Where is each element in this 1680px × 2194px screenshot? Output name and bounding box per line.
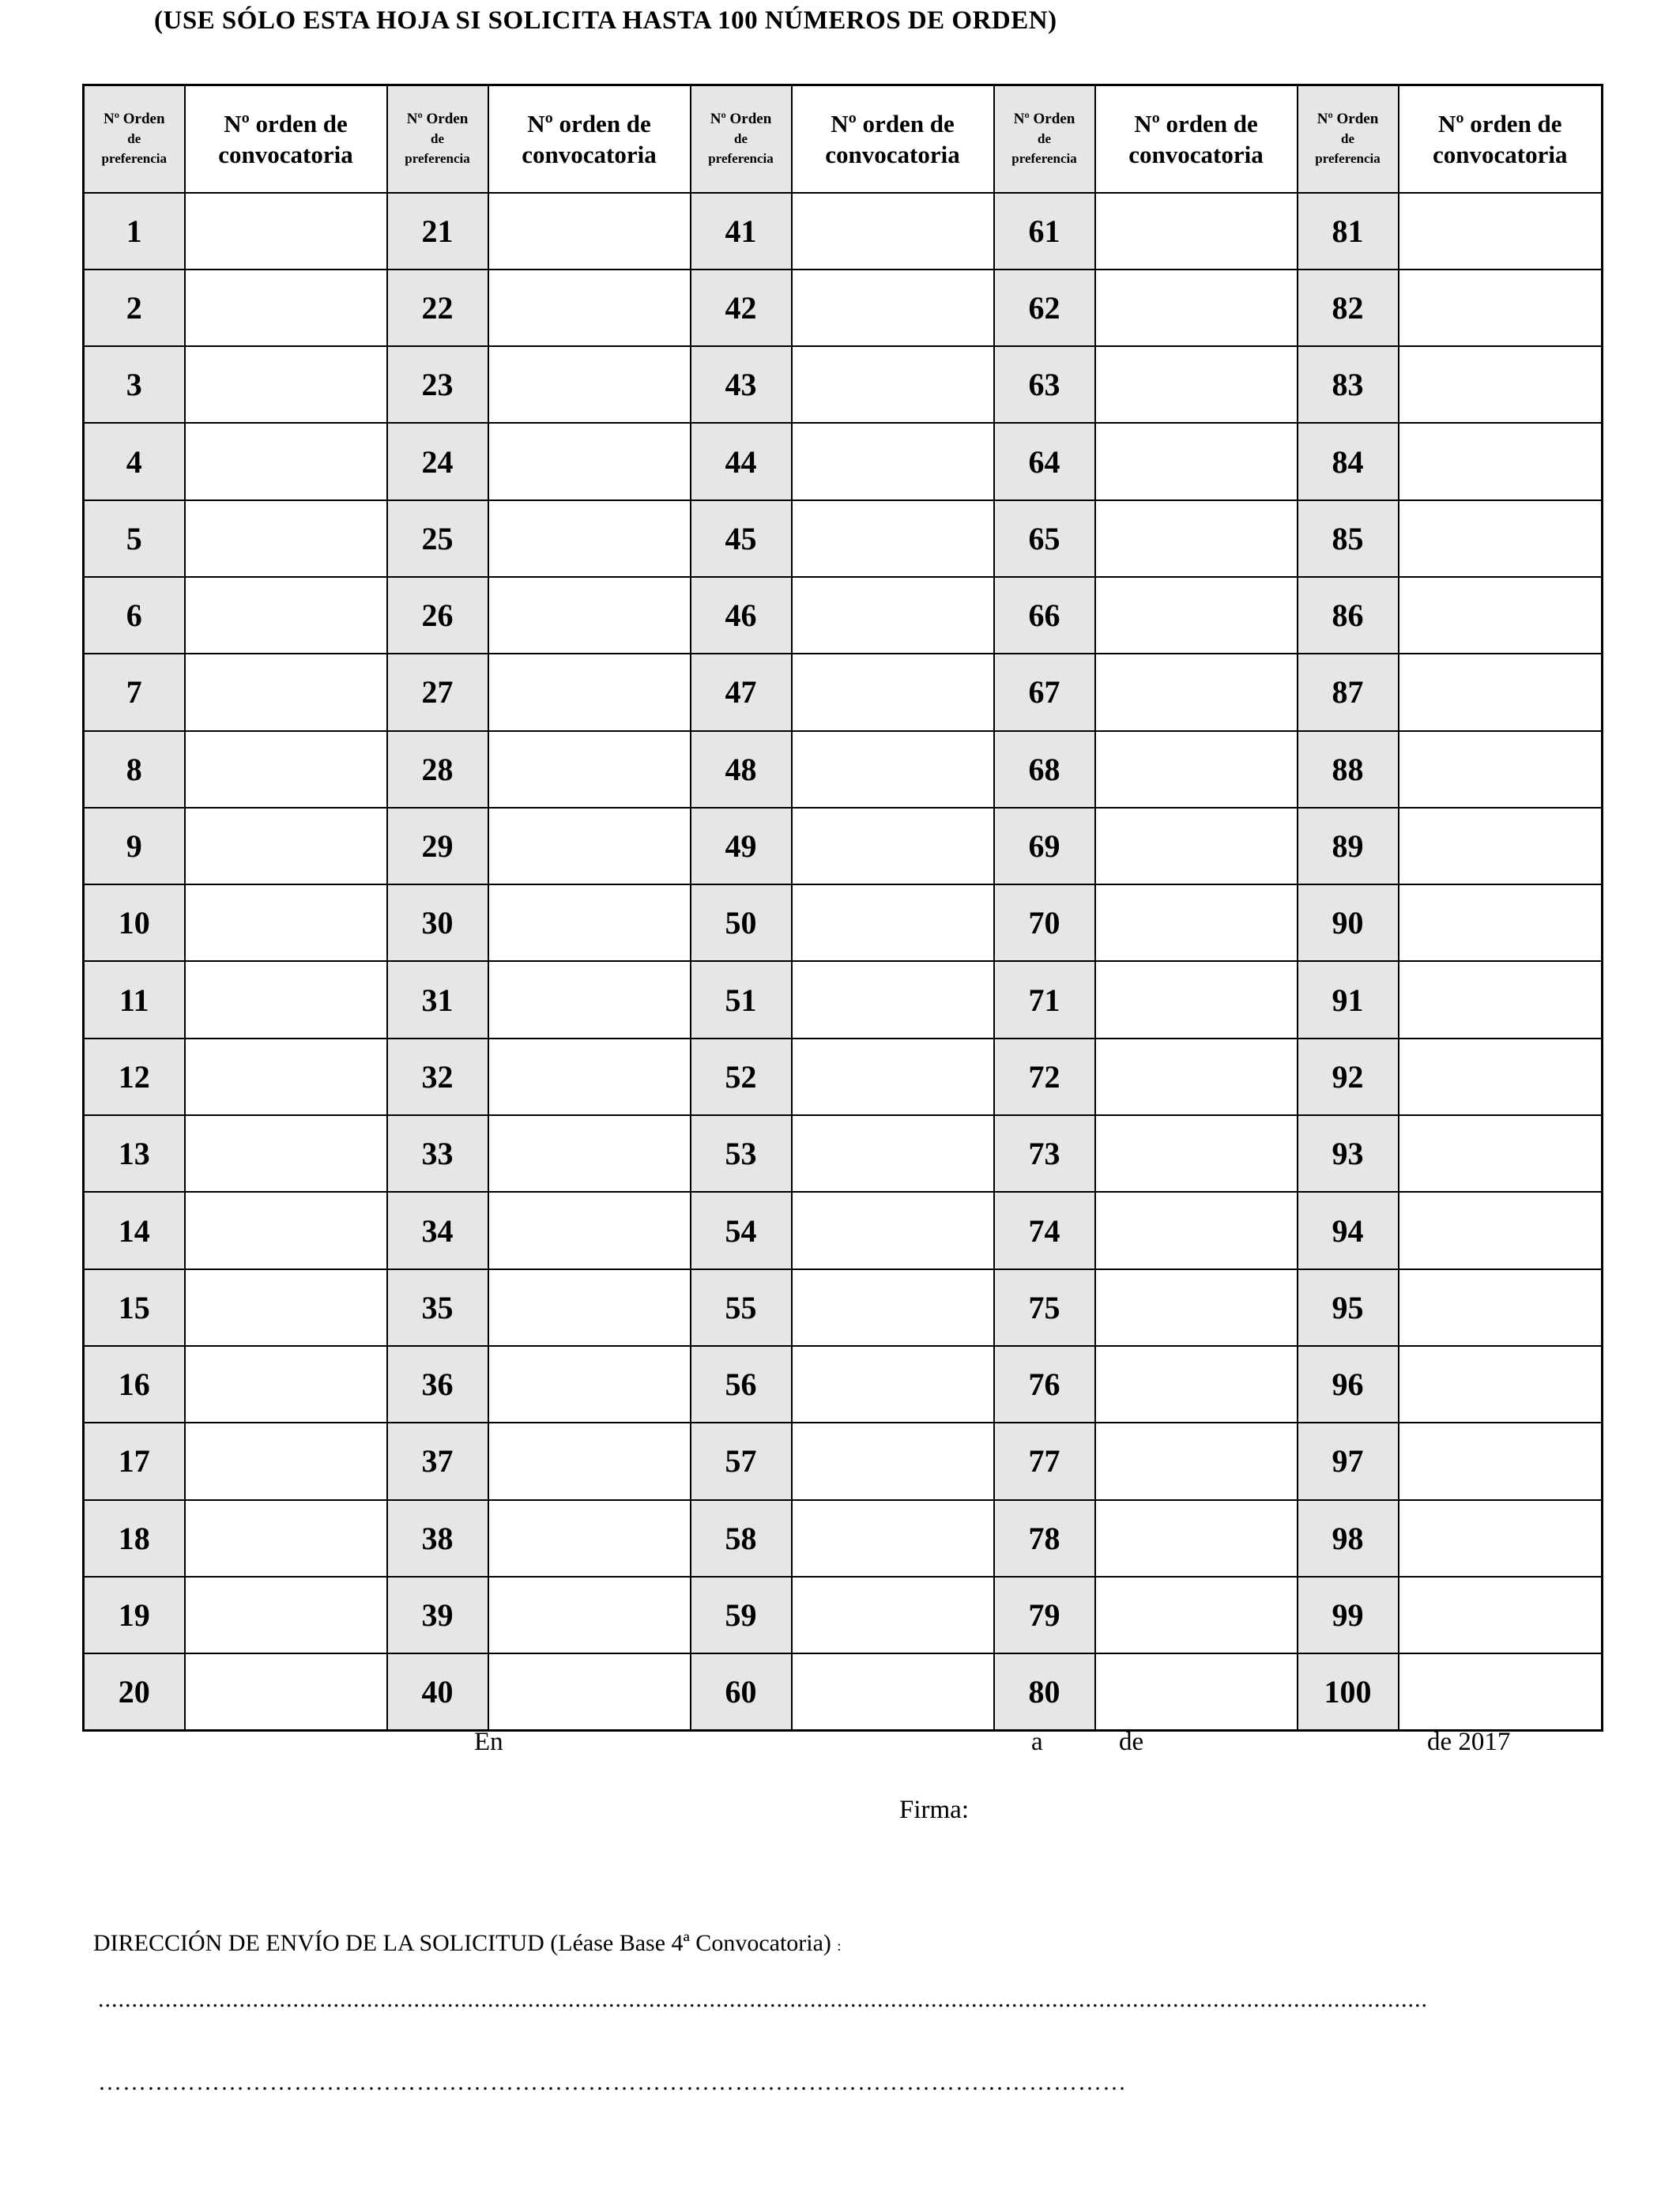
preference-number-cell: 91 (1298, 961, 1399, 1038)
preference-number-cell: 23 (387, 346, 488, 423)
preference-number-cell: 18 (84, 1500, 185, 1577)
convocatoria-entry-cell[interactable] (1399, 654, 1603, 730)
convocatoria-entry-cell[interactable] (185, 193, 387, 270)
convocatoria-entry-cell[interactable] (1399, 270, 1603, 346)
convocatoria-entry-cell[interactable] (792, 654, 994, 730)
preference-number-cell: 94 (1298, 1192, 1399, 1269)
convocatoria-entry-cell[interactable] (1095, 1269, 1298, 1346)
convocatoria-entry-cell[interactable] (488, 961, 691, 1038)
header-convocatoria-cell (185, 85, 387, 193)
table-row (84, 1346, 1603, 1423)
convocatoria-entry-cell[interactable] (792, 1653, 994, 1730)
preference-number-cell: 63 (994, 346, 1095, 423)
preference-number-cell: 42 (691, 270, 792, 346)
preference-number-cell: 25 (387, 500, 488, 577)
preference-number-cell: 7 (84, 654, 185, 730)
convocatoria-entry-cell[interactable] (185, 1115, 387, 1192)
convocatoria-entry-cell[interactable] (488, 423, 691, 499)
header-convocatoria-text: Nº orden de (831, 109, 955, 138)
convocatoria-entry-cell[interactable] (185, 1269, 387, 1346)
preference-number-cell: 67 (994, 654, 1095, 730)
address-heading (93, 1930, 841, 1957)
convocatoria-entry-cell[interactable] (792, 423, 994, 499)
convocatoria-entry-cell[interactable] (488, 1500, 691, 1577)
preference-number-cell: 13 (84, 1115, 185, 1192)
convocatoria-entry-cell[interactable] (488, 1577, 691, 1653)
convocatoria-entry-cell[interactable] (1095, 193, 1298, 270)
preference-number-cell: 10 (84, 884, 185, 961)
convocatoria-entry-cell[interactable] (185, 1577, 387, 1653)
convocatoria-entry-cell[interactable] (792, 1423, 994, 1499)
preference-number-cell: 38 (387, 1500, 488, 1577)
preference-number-cell: 90 (1298, 884, 1399, 961)
convocatoria-entry-cell[interactable] (792, 193, 994, 270)
preference-number-cell: 52 (691, 1039, 792, 1115)
preference-number-cell: 96 (1298, 1346, 1399, 1423)
preference-number-cell: 87 (1298, 654, 1399, 730)
header-preference-text: de (127, 131, 141, 147)
convocatoria-entry-cell[interactable] (792, 577, 994, 654)
preference-number-cell: 16 (84, 1346, 185, 1423)
preference-number-cell: 76 (994, 1346, 1095, 1423)
table-row (84, 346, 1603, 423)
convocatoria-entry-cell[interactable] (488, 577, 691, 654)
convocatoria-entry-cell[interactable] (792, 270, 994, 346)
convocatoria-entry-cell[interactable] (185, 1039, 387, 1115)
convocatoria-entry-cell[interactable] (1399, 808, 1603, 884)
preference-number-cell: 70 (994, 884, 1095, 961)
preference-number-cell: 61 (994, 193, 1095, 270)
year-label: de 2017 (1427, 1728, 1511, 1756)
header-preference-text: Nº Orden (1317, 111, 1379, 128)
preference-number-cell: 64 (994, 423, 1095, 499)
preference-number-cell: 34 (387, 1192, 488, 1269)
table-header-row (84, 85, 1603, 193)
convocatoria-entry-cell[interactable] (792, 884, 994, 961)
preference-number-cell: 45 (691, 500, 792, 577)
preference-number-cell: 22 (387, 270, 488, 346)
convocatoria-entry-cell[interactable] (1095, 1423, 1298, 1499)
day-label: a (1031, 1728, 1043, 1756)
header-convocatoria-text: convocatoria (218, 140, 353, 168)
convocatoria-entry-cell[interactable] (185, 577, 387, 654)
preference-number-cell: 59 (691, 1577, 792, 1653)
table-row (84, 961, 1603, 1038)
preference-number-cell: 69 (994, 808, 1095, 884)
preference-number-cell: 60 (691, 1653, 792, 1730)
table-row (84, 1192, 1603, 1269)
convocatoria-entry-cell[interactable] (488, 1423, 691, 1499)
preference-number-cell: 92 (1298, 1039, 1399, 1115)
table-row (84, 884, 1603, 961)
table-row (84, 270, 1603, 346)
convocatoria-entry-cell[interactable] (1399, 346, 1603, 423)
convocatoria-entry-cell[interactable] (1399, 1269, 1603, 1346)
convocatoria-entry-cell[interactable] (1095, 346, 1298, 423)
form-title: (USE SÓLO ESTA HOJA SI SOLICITA HASTA 100 NÚMEROS DE ORDEN) (154, 6, 1057, 35)
table-row (84, 1500, 1603, 1577)
preference-number-cell: 75 (994, 1269, 1095, 1346)
convocatoria-entry-cell[interactable] (488, 1653, 691, 1730)
header-preference-text: de (734, 131, 748, 147)
address-dotted-line-1: ...................................................................................................................................................................................................... (98, 1986, 1428, 2012)
convocatoria-entry-cell[interactable] (185, 1500, 387, 1577)
month-label: de (1119, 1728, 1144, 1756)
preference-number-cell: 68 (994, 731, 1095, 808)
convocatoria-entry-cell[interactable] (792, 1039, 994, 1115)
convocatoria-entry-cell[interactable] (1399, 1653, 1603, 1730)
header-preference-text: Nº Orden (406, 111, 469, 128)
preference-number-cell: 81 (1298, 193, 1399, 270)
convocatoria-entry-cell[interactable] (185, 1346, 387, 1423)
address-label: DIRECCIÓN DE ENVÍO DE LA SOLICITUD (Léase Base 4ª Convocatoria) (93, 1930, 831, 1956)
preference-number-cell: 100 (1298, 1653, 1399, 1730)
header-preference-cell (691, 85, 792, 193)
preference-number-cell: 47 (691, 654, 792, 730)
convocatoria-entry-cell[interactable] (185, 1653, 387, 1730)
convocatoria-entry-cell[interactable] (1399, 1192, 1603, 1269)
convocatoria-entry-cell[interactable] (792, 1577, 994, 1653)
convocatoria-entry-cell[interactable] (792, 1115, 994, 1192)
table-row (84, 808, 1603, 884)
preference-number-cell: 20 (84, 1653, 185, 1730)
preference-number-cell: 86 (1298, 577, 1399, 654)
preference-number-cell: 79 (994, 1577, 1095, 1653)
preference-number-cell: 33 (387, 1115, 488, 1192)
convocatoria-entry-cell[interactable] (1399, 1577, 1603, 1653)
convocatoria-entry-cell[interactable] (185, 346, 387, 423)
header-convocatoria-text: Nº orden de (1134, 109, 1258, 138)
preference-number-cell: 21 (387, 193, 488, 270)
preference-number-cell: 36 (387, 1346, 488, 1423)
preference-number-cell: 85 (1298, 500, 1399, 577)
table-row (84, 1269, 1603, 1346)
preference-number-cell: 14 (84, 1192, 185, 1269)
preference-number-cell: 56 (691, 1346, 792, 1423)
convocatoria-entry-cell[interactable] (488, 1269, 691, 1346)
header-preference-cell (387, 85, 488, 193)
convocatoria-entry-cell[interactable] (792, 1500, 994, 1577)
convocatoria-entry-cell[interactable] (1095, 884, 1298, 961)
preference-number-cell: 57 (691, 1423, 792, 1499)
convocatoria-entry-cell[interactable] (1095, 654, 1298, 730)
convocatoria-entry-cell[interactable] (488, 346, 691, 423)
preference-number-cell: 93 (1298, 1115, 1399, 1192)
table-row (84, 1423, 1603, 1499)
header-preference-text: de (431, 131, 444, 147)
convocatoria-entry-cell[interactable] (1095, 500, 1298, 577)
preference-number-cell: 44 (691, 423, 792, 499)
convocatoria-entry-cell[interactable] (488, 731, 691, 808)
preference-number-cell: 27 (387, 654, 488, 730)
convocatoria-entry-cell[interactable] (792, 500, 994, 577)
convocatoria-entry-cell[interactable] (1095, 1346, 1298, 1423)
convocatoria-entry-cell[interactable] (1095, 1192, 1298, 1269)
table-row (84, 1577, 1603, 1653)
preference-number-cell: 28 (387, 731, 488, 808)
header-convocatoria-text: convocatoria (522, 140, 657, 168)
table-row (84, 1653, 1603, 1730)
header-preference-text: preferencia (1315, 151, 1381, 167)
address-colon: : (837, 1938, 842, 1954)
convocatoria-entry-cell[interactable] (488, 1115, 691, 1192)
convocatoria-entry-cell[interactable] (1399, 884, 1603, 961)
preference-number-cell: 66 (994, 577, 1095, 654)
convocatoria-entry-cell[interactable] (1095, 1039, 1298, 1115)
convocatoria-entry-cell[interactable] (1095, 423, 1298, 499)
preference-number-cell: 24 (387, 423, 488, 499)
convocatoria-entry-cell[interactable] (185, 808, 387, 884)
convocatoria-entry-cell[interactable] (1399, 961, 1603, 1038)
preference-number-cell: 37 (387, 1423, 488, 1499)
convocatoria-entry-cell[interactable] (792, 731, 994, 808)
header-preference-text: preferencia (1011, 151, 1077, 167)
table-row (84, 577, 1603, 654)
header-preference-text: preferencia (405, 151, 470, 167)
preference-number-cell: 31 (387, 961, 488, 1038)
preference-number-cell: 2 (84, 270, 185, 346)
convocatoria-entry-cell[interactable] (488, 1039, 691, 1115)
preference-number-cell: 89 (1298, 808, 1399, 884)
preference-number-cell: 50 (691, 884, 792, 961)
convocatoria-entry-cell[interactable] (1399, 193, 1603, 270)
convocatoria-entry-cell[interactable] (488, 808, 691, 884)
header-convocatoria-text: convocatoria (1433, 140, 1568, 168)
header-convocatoria-cell (488, 85, 691, 193)
convocatoria-entry-cell[interactable] (488, 884, 691, 961)
preference-number-cell: 99 (1298, 1577, 1399, 1653)
convocatoria-entry-cell[interactable] (185, 654, 387, 730)
convocatoria-entry-cell[interactable] (792, 1192, 994, 1269)
preference-number-cell: 29 (387, 808, 488, 884)
table-row (84, 193, 1603, 270)
convocatoria-entry-cell[interactable] (1095, 1653, 1298, 1730)
convocatoria-entry-cell[interactable] (488, 1346, 691, 1423)
convocatoria-entry-cell[interactable] (185, 423, 387, 499)
convocatoria-entry-cell[interactable] (185, 731, 387, 808)
convocatoria-entry-cell[interactable] (488, 500, 691, 577)
table-body (84, 193, 1603, 1731)
convocatoria-entry-cell[interactable] (1095, 1115, 1298, 1192)
preference-number-cell: 84 (1298, 423, 1399, 499)
preference-number-cell: 71 (994, 961, 1095, 1038)
preference-number-cell: 53 (691, 1115, 792, 1192)
preference-number-cell: 6 (84, 577, 185, 654)
convocatoria-entry-cell[interactable] (1095, 270, 1298, 346)
preference-number-cell: 77 (994, 1423, 1095, 1499)
convocatoria-entry-cell[interactable] (1095, 961, 1298, 1038)
table-row (84, 423, 1603, 499)
preference-number-cell: 41 (691, 193, 792, 270)
header-preference-text: de (1038, 131, 1051, 147)
header-preference-text: preferencia (101, 151, 167, 167)
convocatoria-entry-cell[interactable] (1095, 1577, 1298, 1653)
preference-number-cell: 4 (84, 423, 185, 499)
preference-number-cell: 65 (994, 500, 1095, 577)
convocatoria-entry-cell[interactable] (792, 346, 994, 423)
preference-table (82, 84, 1603, 1732)
preference-number-cell: 17 (84, 1423, 185, 1499)
place-label: En (474, 1728, 503, 1756)
convocatoria-entry-cell[interactable] (488, 654, 691, 730)
preference-number-cell: 30 (387, 884, 488, 961)
convocatoria-entry-cell[interactable] (1399, 1039, 1603, 1115)
preference-number-cell: 9 (84, 808, 185, 884)
header-convocatoria-text: Nº orden de (224, 109, 348, 138)
table-row (84, 1115, 1603, 1192)
preference-number-cell: 46 (691, 577, 792, 654)
convocatoria-entry-cell[interactable] (185, 961, 387, 1038)
convocatoria-entry-cell[interactable] (1399, 577, 1603, 654)
address-dotted-line-2: ……………………………………………………………………………………………………………… (98, 2069, 1127, 2095)
preference-number-cell: 26 (387, 577, 488, 654)
header-preference-cell (1298, 85, 1399, 193)
preference-number-cell: 83 (1298, 346, 1399, 423)
preference-number-cell: 15 (84, 1269, 185, 1346)
preference-number-cell: 73 (994, 1115, 1095, 1192)
convocatoria-entry-cell[interactable] (1095, 577, 1298, 654)
preference-number-cell: 49 (691, 808, 792, 884)
preference-number-cell: 74 (994, 1192, 1095, 1269)
header-convocatoria-cell (1399, 85, 1603, 193)
convocatoria-entry-cell[interactable] (185, 884, 387, 961)
convocatoria-entry-cell[interactable] (1399, 1423, 1603, 1499)
header-preference-text: de (1341, 131, 1354, 147)
convocatoria-entry-cell[interactable] (792, 808, 994, 884)
preference-number-cell: 97 (1298, 1423, 1399, 1499)
preference-number-cell: 62 (994, 270, 1095, 346)
header-convocatoria-cell (792, 85, 994, 193)
preference-number-cell: 19 (84, 1577, 185, 1653)
convocatoria-entry-cell[interactable] (488, 270, 691, 346)
convocatoria-entry-cell[interactable] (1095, 808, 1298, 884)
convocatoria-entry-cell[interactable] (488, 193, 691, 270)
table-row (84, 500, 1603, 577)
header-convocatoria-text: Nº orden de (527, 109, 651, 138)
header-preference-text: preferencia (708, 151, 774, 167)
preference-number-cell: 35 (387, 1269, 488, 1346)
header-preference-cell (84, 85, 185, 193)
header-convocatoria-text: Nº orden de (1437, 109, 1562, 138)
preference-number-cell: 5 (84, 500, 185, 577)
header-preference-cell (994, 85, 1095, 193)
preference-number-cell: 39 (387, 1577, 488, 1653)
header-preference-text: Nº Orden (1013, 111, 1075, 128)
preference-number-cell: 32 (387, 1039, 488, 1115)
preference-number-cell: 58 (691, 1500, 792, 1577)
preference-number-cell: 8 (84, 731, 185, 808)
preference-number-cell: 72 (994, 1039, 1095, 1115)
convocatoria-entry-cell[interactable] (488, 1192, 691, 1269)
preference-number-cell: 1 (84, 193, 185, 270)
preference-number-cell: 40 (387, 1653, 488, 1730)
preference-number-cell: 88 (1298, 731, 1399, 808)
preference-number-cell: 11 (84, 961, 185, 1038)
preference-number-cell: 12 (84, 1039, 185, 1115)
convocatoria-entry-cell[interactable] (792, 1346, 994, 1423)
table-row (84, 731, 1603, 808)
header-preference-text: Nº Orden (103, 111, 165, 128)
convocatoria-entry-cell[interactable] (185, 270, 387, 346)
preference-number-cell: 98 (1298, 1500, 1399, 1577)
preference-number-cell: 3 (84, 346, 185, 423)
convocatoria-entry-cell[interactable] (185, 1192, 387, 1269)
convocatoria-entry-cell[interactable] (1399, 1500, 1603, 1577)
convocatoria-entry-cell[interactable] (792, 961, 994, 1038)
convocatoria-entry-cell[interactable] (185, 500, 387, 577)
preference-number-cell: 54 (691, 1192, 792, 1269)
header-convocatoria-text: convocatoria (1128, 140, 1264, 168)
preference-number-cell: 48 (691, 731, 792, 808)
convocatoria-entry-cell[interactable] (1095, 1500, 1298, 1577)
preference-number-cell: 51 (691, 961, 792, 1038)
preference-number-cell: 43 (691, 346, 792, 423)
preference-number-cell: 82 (1298, 270, 1399, 346)
convocatoria-entry-cell[interactable] (1095, 731, 1298, 808)
header-convocatoria-text: convocatoria (825, 140, 960, 168)
convocatoria-entry-cell[interactable] (792, 1269, 994, 1346)
preference-number-cell: 95 (1298, 1269, 1399, 1346)
convocatoria-entry-cell[interactable] (1399, 500, 1603, 577)
convocatoria-entry-cell[interactable] (1399, 1346, 1603, 1423)
convocatoria-entry-cell[interactable] (1399, 731, 1603, 808)
table-row (84, 654, 1603, 730)
convocatoria-entry-cell[interactable] (1399, 423, 1603, 499)
convocatoria-entry-cell[interactable] (1399, 1115, 1603, 1192)
preference-number-cell: 78 (994, 1500, 1095, 1577)
header-convocatoria-cell (1095, 85, 1298, 193)
header-preference-text: Nº Orden (710, 111, 772, 128)
convocatoria-entry-cell[interactable] (185, 1423, 387, 1499)
table-row (84, 1039, 1603, 1115)
preference-number-cell: 55 (691, 1269, 792, 1346)
preference-number-cell: 80 (994, 1653, 1095, 1730)
signature-label: Firma: (899, 1796, 969, 1824)
